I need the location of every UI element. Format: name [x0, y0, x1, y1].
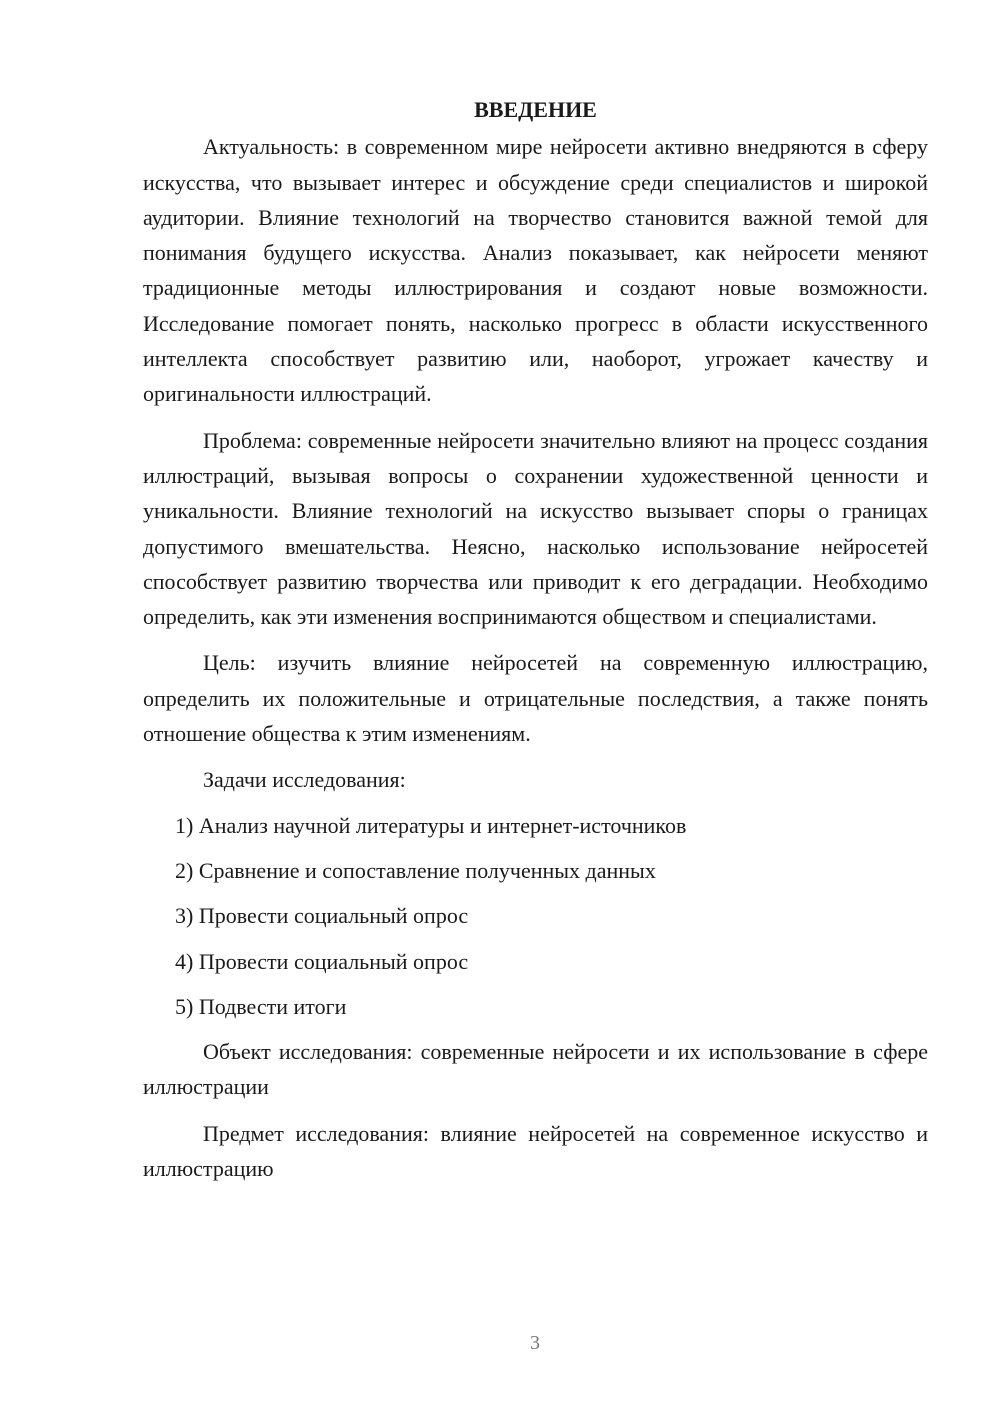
tasks-title: Задачи исследования:: [203, 767, 406, 793]
paragraph-object: Объект исследования: современные нейросети и их использование в сфере иллюстрации: [143, 1039, 928, 1100]
paragraph-goal: Цель: изучить влияние нейросетей на современную иллюстрацию, определить их положительные и отрицательные последствия, а также понять отношение общества к этим изменениям.: [143, 650, 928, 747]
page-number: 3: [530, 1332, 540, 1354]
list-item: 2) Сравнение и сопоставление полученных данных: [175, 857, 656, 883]
list-item: 5) Подвести итоги: [175, 993, 347, 1019]
document-page: [143, 92, 928, 1197]
list-item: 1) Анализ научной литературы и интернет-источников: [175, 812, 687, 838]
paragraph-relevance: Актуальность: в современном мире нейросети активно внедряются в сферу искусства, что вызывает интерес и обсуждение среди специалистов и широкой аудитории. Влияние технологий на творчество становится важной темой для понимания будущего искусства. Анализ показывает, как нейросети меняют традиционные методы иллюстрирования и создают новые возможности. Исследование помогает понять, насколько прогресс в области искусственного интеллекта способствует развитию или, наоборот, угрожает качеству и оригинальности иллюстраций.: [143, 134, 928, 407]
list-item: 4) Провести социальный опрос: [175, 948, 469, 974]
tasks-list: [143, 808, 928, 1024]
section-heading: ВВЕДЕНИЕ: [474, 97, 597, 122]
paragraph-problem: Проблема: современные нейросети значительно влияют на процесс создания иллюстраций, вызывая вопросы о сохранении художественной ценности и уникальности. Влияние технологий на искусство вызывает споры о границах допустимого вмешательства. Неясно, насколько использование нейросетей способствует развитию творчества или приводит к его деградации. Необходимо определить, как эти изменения воспринимаются обществом и специалистами.: [143, 427, 928, 630]
list-item: 3) Провести социальный опрос: [175, 903, 469, 929]
paragraph-subject: Предмет исследования: влияние нейросетей на современное искусство и иллюстрацию: [143, 1120, 928, 1182]
